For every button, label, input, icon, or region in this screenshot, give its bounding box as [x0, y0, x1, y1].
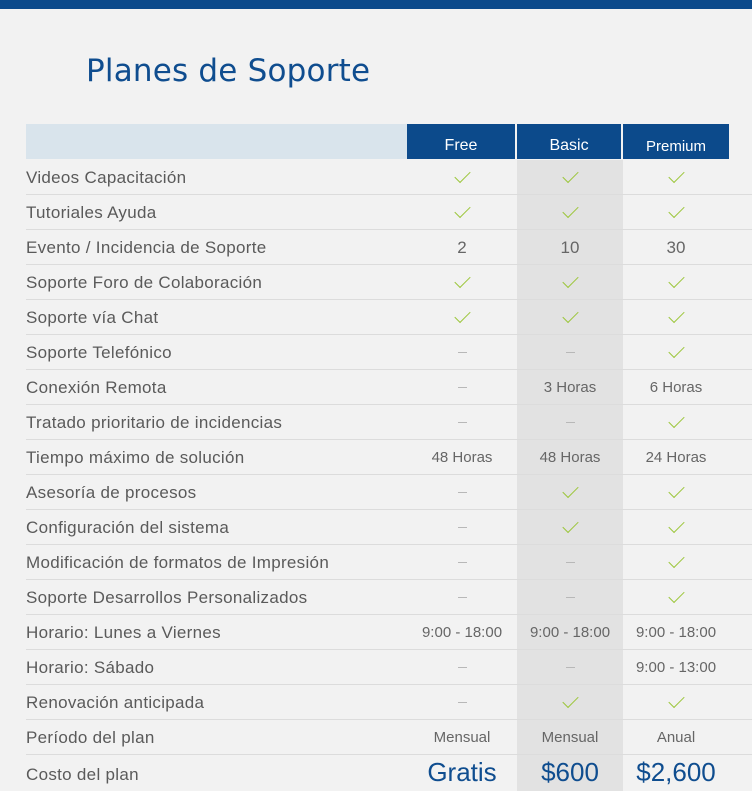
cell-value: 48 Horas: [539, 449, 601, 466]
cell-premium: [623, 685, 729, 720]
cell-premium: [623, 405, 729, 440]
cell-premium: [623, 545, 729, 580]
row-label: Horario: Lunes a Viernes: [26, 623, 221, 642]
cell-premium: [623, 650, 729, 685]
check-icon: [668, 692, 684, 708]
table-header-strip: [26, 124, 407, 159]
cell-basic: [517, 160, 623, 195]
cell-premium: [623, 160, 729, 195]
cell-premium: [623, 335, 729, 370]
cell-free: [407, 545, 517, 580]
row-label: Costo del plan: [26, 765, 139, 784]
cell-premium: [623, 300, 729, 335]
cell-value: Mensual: [541, 729, 599, 746]
row-label: Soporte Desarrollos Personalizados: [26, 588, 308, 607]
cell-basic: [517, 230, 623, 265]
cell-basic: [517, 405, 623, 440]
check-icon: [562, 307, 578, 323]
cell-free: [407, 160, 517, 195]
check-icon: [668, 342, 684, 358]
dash-icon: [458, 422, 467, 423]
cell-premium: [623, 440, 729, 475]
row-label: Horario: Sábado: [26, 658, 155, 677]
cell-basic: [517, 440, 623, 475]
dash-icon: [458, 527, 467, 528]
check-icon: [668, 272, 684, 288]
cell-free: [407, 230, 517, 265]
cell-premium: [623, 755, 729, 790]
plan-header-basic: Basic: [517, 124, 621, 159]
cell-free: [407, 300, 517, 335]
row-label: Evento / Incidencia de Soporte: [26, 238, 267, 257]
cell-value: 9:00 - 13:00: [635, 659, 717, 676]
cell-premium: [623, 615, 729, 650]
check-icon: [562, 272, 578, 288]
table-row: [26, 265, 752, 300]
check-icon: [562, 202, 578, 218]
check-icon: [668, 202, 684, 218]
cell-free: [407, 720, 517, 755]
check-icon: [562, 482, 578, 498]
cell-free: [407, 335, 517, 370]
cell-premium: [623, 265, 729, 300]
dash-icon: [458, 667, 467, 668]
table-row: [26, 545, 752, 580]
table-row: [26, 230, 752, 265]
cell-value: 9:00 - 18:00: [635, 624, 717, 641]
dash-icon: [458, 352, 467, 353]
cell-value: 9:00 - 18:00: [421, 624, 503, 641]
cell-basic: [517, 335, 623, 370]
cell-free: [407, 615, 517, 650]
table-row: [26, 580, 752, 615]
cell-value: 48 Horas: [431, 449, 493, 466]
dash-icon: [566, 422, 575, 423]
plan-price: Gratis: [427, 757, 497, 787]
row-label: Conexión Remota: [26, 378, 167, 397]
cell-basic: [517, 685, 623, 720]
row-label: Tratado prioritario de incidencias: [26, 413, 283, 432]
cell-value: Mensual: [433, 729, 491, 746]
cell-value: 3 Horas: [543, 379, 597, 396]
cell-basic: [517, 300, 623, 335]
dash-icon: [458, 492, 467, 493]
cell-premium: [623, 475, 729, 510]
row-label: Tiempo máximo de solución: [26, 448, 245, 467]
table-row: [26, 440, 752, 475]
cell-free: [407, 475, 517, 510]
cell-basic: [517, 370, 623, 405]
row-label: Soporte Foro de Colaboración: [26, 273, 263, 292]
plan-header-premium: Premium: [623, 124, 729, 159]
cell-basic: [517, 615, 623, 650]
row-label: Soporte vía Chat: [26, 308, 159, 327]
cell-premium: [623, 580, 729, 615]
table-row: [26, 160, 752, 195]
row-label: Período del plan: [26, 728, 155, 747]
cell-free: [407, 650, 517, 685]
cell-basic: [517, 650, 623, 685]
table-row: [26, 685, 752, 720]
dash-icon: [458, 597, 467, 598]
row-label: Modificación de formatos de Impresión: [26, 553, 330, 572]
dash-icon: [458, 562, 467, 563]
table-row: [26, 405, 752, 440]
cell-free: [407, 405, 517, 440]
row-label: Asesoría de procesos: [26, 483, 197, 502]
check-icon: [562, 167, 578, 183]
check-icon: [454, 272, 470, 288]
dash-icon: [566, 562, 575, 563]
table-row: [26, 510, 752, 545]
cell-premium: [623, 195, 729, 230]
cell-basic: [517, 195, 623, 230]
cell-free: [407, 510, 517, 545]
cell-premium: [623, 510, 729, 545]
row-label: Videos Capacitación: [26, 168, 187, 187]
cell-free: [407, 685, 517, 720]
check-icon: [562, 692, 578, 708]
cell-value: 24 Horas: [645, 449, 707, 466]
row-label: Soporte Telefónico: [26, 343, 172, 362]
row-label: Configuración del sistema: [26, 518, 230, 537]
cell-basic: [517, 265, 623, 300]
table-row: [26, 195, 752, 230]
cell-free: [407, 755, 517, 790]
table-row: [26, 615, 752, 650]
check-icon: [668, 552, 684, 568]
dash-icon: [458, 702, 467, 703]
cell-basic: [517, 580, 623, 615]
table-row: [26, 300, 752, 335]
row-label: Renovación anticipada: [26, 693, 205, 712]
cell-value: 30: [666, 237, 686, 257]
check-icon: [668, 167, 684, 183]
cell-premium: [623, 720, 729, 755]
check-icon: [668, 307, 684, 323]
cell-free: [407, 370, 517, 405]
check-icon: [562, 517, 578, 533]
plan-header-free: Free: [407, 124, 515, 159]
cell-premium: [623, 370, 729, 405]
dash-icon: [566, 667, 575, 668]
cell-free: [407, 195, 517, 230]
cell-value: 2: [457, 237, 467, 257]
dash-icon: [458, 387, 467, 388]
cell-basic: [517, 510, 623, 545]
plan-price: $2,600: [636, 757, 716, 787]
check-icon: [668, 412, 684, 428]
table-row: [26, 475, 752, 510]
check-icon: [668, 587, 684, 603]
dash-icon: [566, 352, 575, 353]
page-title: Planes de Soporte: [86, 53, 371, 89]
top-accent-bar: [0, 0, 752, 9]
table-row: [26, 650, 752, 685]
table-row: [26, 755, 752, 790]
cell-free: [407, 265, 517, 300]
cell-free: [407, 580, 517, 615]
check-icon: [454, 202, 470, 218]
table-row: [26, 335, 752, 370]
plan-price: $600: [541, 757, 599, 787]
cell-basic: [517, 545, 623, 580]
cell-value: 10: [560, 237, 580, 257]
cell-premium: [623, 230, 729, 265]
check-icon: [454, 307, 470, 323]
row-label: Tutoriales Ayuda: [26, 203, 157, 222]
check-icon: [668, 482, 684, 498]
cell-free: [407, 440, 517, 475]
cell-value: Anual: [656, 729, 696, 746]
cell-basic: [517, 720, 623, 755]
cell-value: 9:00 - 18:00: [529, 624, 611, 641]
dash-icon: [566, 597, 575, 598]
check-icon: [668, 517, 684, 533]
cell-basic: [517, 755, 623, 790]
cell-basic: [517, 475, 623, 510]
check-icon: [454, 167, 470, 183]
cell-value: 6 Horas: [649, 379, 703, 396]
table-row: [26, 720, 752, 755]
table-row: [26, 370, 752, 405]
